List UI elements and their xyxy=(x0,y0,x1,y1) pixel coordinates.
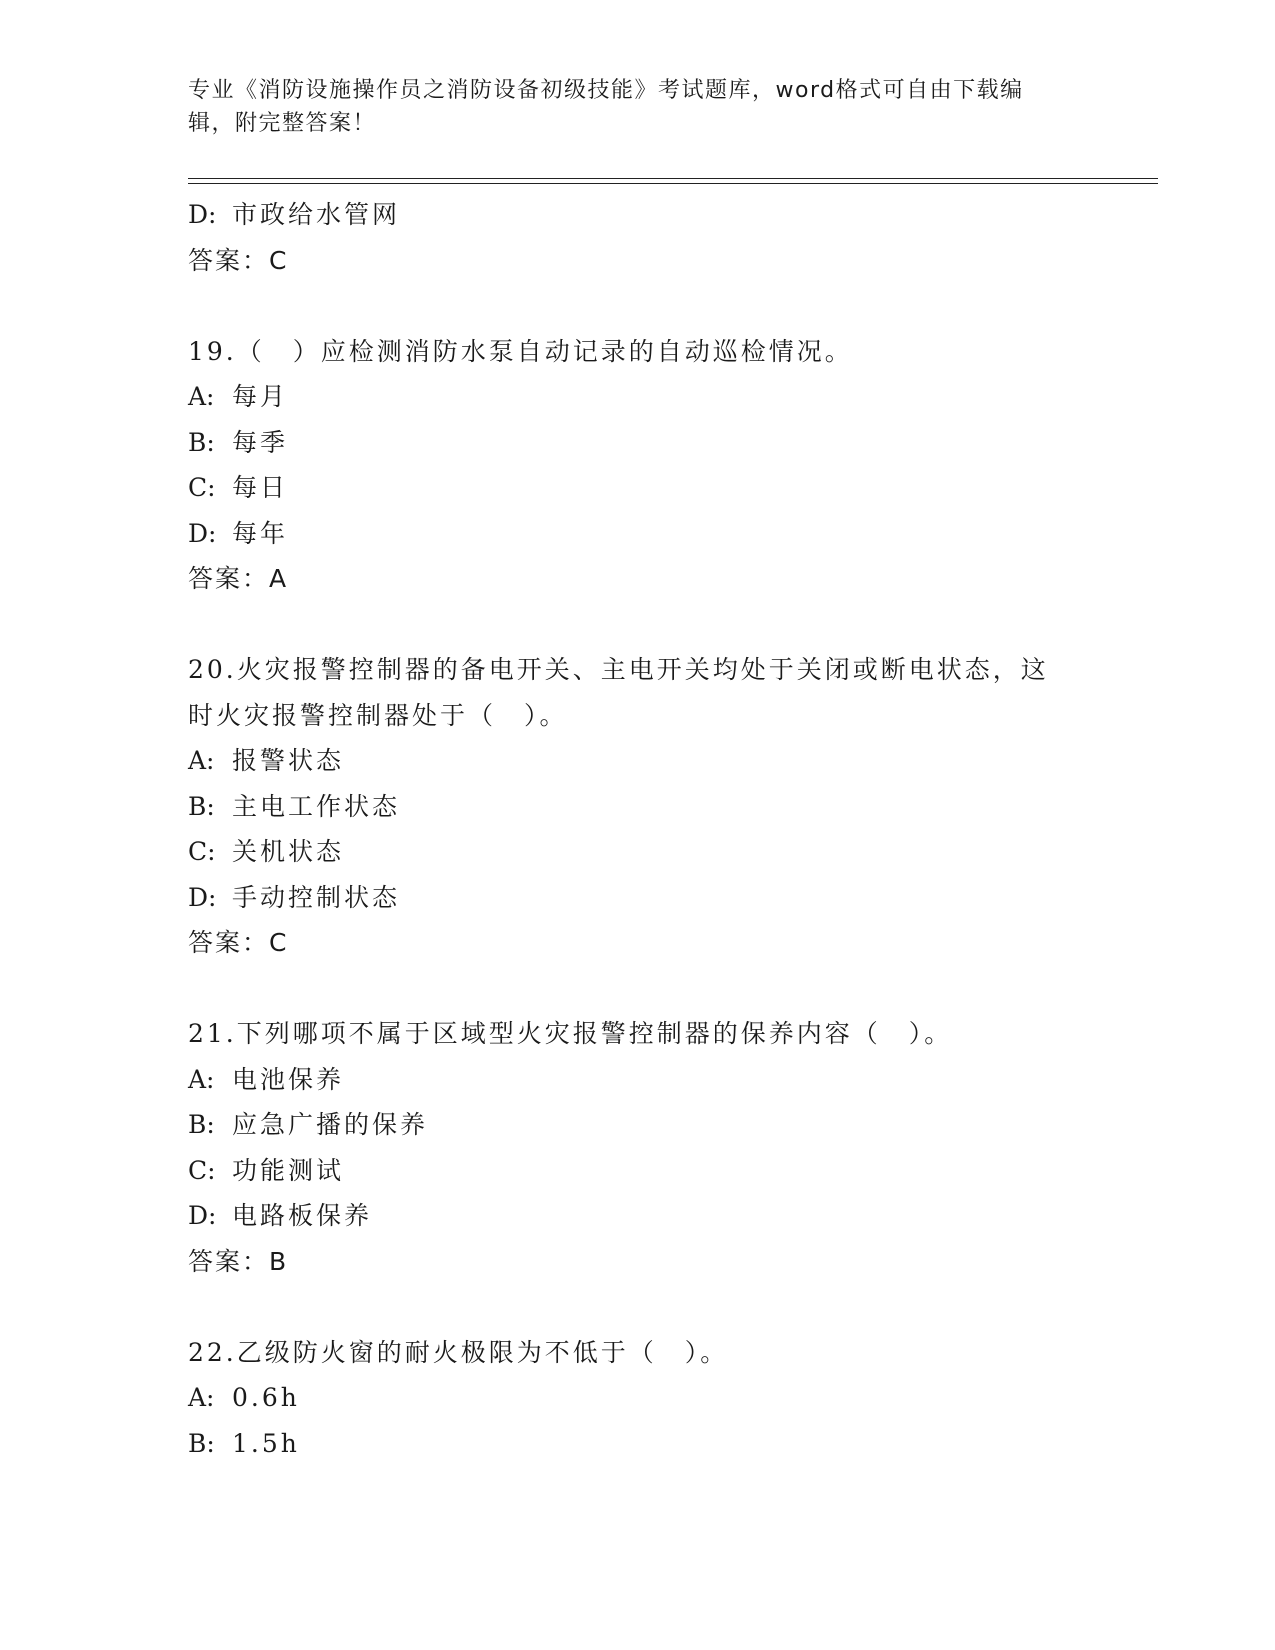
answer-line: 答案：C xyxy=(188,928,289,957)
option-row xyxy=(188,738,1088,784)
option-text: 电池保养 xyxy=(232,1064,345,1094)
question-block xyxy=(188,192,1088,329)
header-line-1: 专业《消防设施操作员之消防设备初级技能》考试题库，word格式可自由下载编 xyxy=(188,78,1024,103)
option-row xyxy=(188,875,1088,921)
option-letter: B: xyxy=(188,1110,215,1139)
option-row xyxy=(188,784,1088,830)
option-text: 每月 xyxy=(232,382,289,411)
document-header xyxy=(188,74,1068,140)
option-letter: B: xyxy=(188,427,215,457)
option-letter: C: xyxy=(188,1155,216,1185)
question-text: 20.火灾报警控制器的备电开关、主电开关均处于关闭或断电状态，这 xyxy=(188,655,1049,684)
option-row xyxy=(188,192,1088,238)
answer-line: 答案：A xyxy=(188,564,289,593)
question-text: 22.乙级防火窗的耐火极限为不低于（ ）。 xyxy=(188,1337,729,1367)
question-block xyxy=(188,647,1088,1011)
question-text: 19.（ ）应检测消防水泵自动记录的自动巡检情况。 xyxy=(188,336,853,366)
option-row xyxy=(188,1375,1088,1421)
option-row xyxy=(188,465,1088,511)
option-text: 应急广播的保养 xyxy=(232,1110,429,1139)
answer-line: 答案：B xyxy=(188,1246,289,1276)
option-letter: C: xyxy=(188,473,216,502)
option-letter: D: xyxy=(188,200,217,229)
option-text: 0.6h xyxy=(232,1383,300,1412)
option-letter: D: xyxy=(188,518,217,548)
question-block xyxy=(188,1330,1088,1467)
option-text: 每年 xyxy=(232,518,289,548)
option-letter: A: xyxy=(188,1383,215,1412)
option-letter: B: xyxy=(188,1428,215,1458)
option-letter: A: xyxy=(188,382,215,411)
option-letter: C: xyxy=(188,837,216,866)
option-text: 市政给水管网 xyxy=(232,200,401,229)
option-row xyxy=(188,1102,1088,1148)
option-text: 报警状态 xyxy=(232,746,345,775)
option-text: 主电工作状态 xyxy=(232,791,401,821)
question-text: 时火灾报警控制器处于（ ）。 xyxy=(188,700,568,730)
option-text: 功能测试 xyxy=(232,1155,345,1185)
question-block xyxy=(188,1011,1088,1330)
option-text: 1.5h xyxy=(232,1428,300,1458)
option-row xyxy=(188,1148,1088,1194)
option-letter: D: xyxy=(188,882,217,912)
option-letter: D: xyxy=(188,1201,217,1230)
option-letter: A: xyxy=(188,1064,215,1094)
question-block xyxy=(188,329,1088,648)
option-row xyxy=(188,511,1088,557)
option-row xyxy=(188,1193,1088,1239)
header-line-2: 辑，附完整答案！ xyxy=(188,111,377,136)
option-text: 每日 xyxy=(232,473,289,502)
option-letter: A: xyxy=(188,746,215,775)
answer-line: 答案：C xyxy=(188,245,289,275)
option-row xyxy=(188,374,1088,420)
option-text: 每季 xyxy=(232,427,289,457)
option-letter: B: xyxy=(188,791,215,821)
option-text: 电路板保养 xyxy=(232,1201,373,1230)
header-divider-top xyxy=(188,178,1158,179)
question-list xyxy=(188,192,1088,1466)
option-row xyxy=(188,1421,1088,1467)
option-text: 手动控制状态 xyxy=(232,882,401,912)
question-text: 21.下列哪项不属于区域型火灾报警控制器的保养内容（ ）。 xyxy=(188,1019,953,1048)
option-row xyxy=(188,420,1088,466)
option-row xyxy=(188,829,1088,875)
header-divider-bottom xyxy=(188,183,1158,184)
option-row xyxy=(188,1057,1088,1103)
option-text: 关机状态 xyxy=(232,837,345,866)
